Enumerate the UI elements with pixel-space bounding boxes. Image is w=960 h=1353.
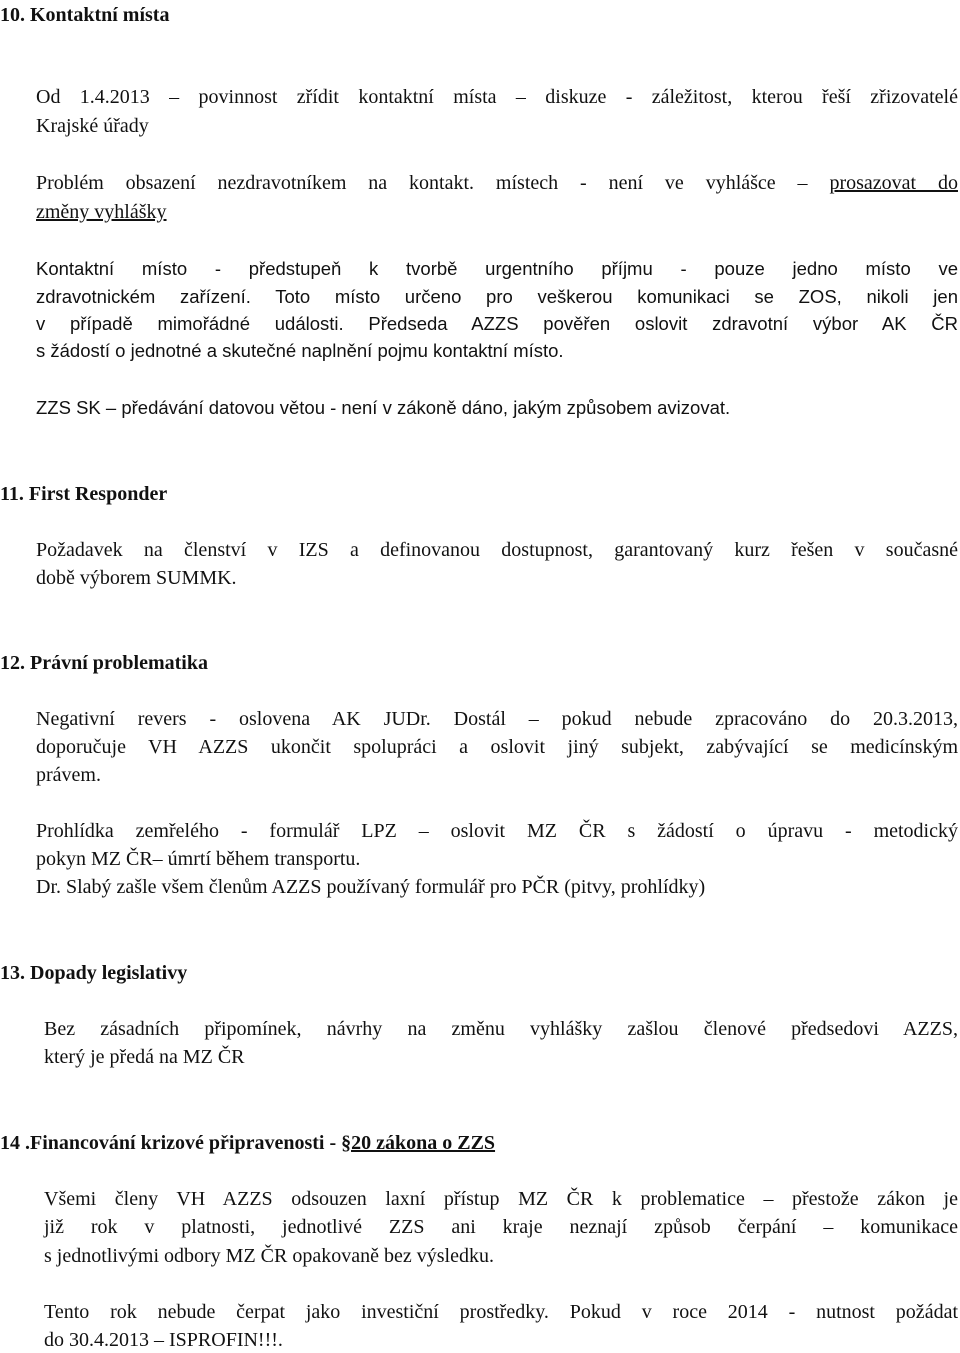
- section-12-heading: 12. Právní problematika: [0, 652, 208, 674]
- s10-p3-line1: Kontaktní místo - předstupeň k tvorbě urgentního příjmu - pouze jedno místo ve: [36, 258, 958, 279]
- s10-p3-line4: s žádostí o jednotné a skutečné naplnění pojmu kontaktní místo.: [36, 340, 564, 361]
- s13-p1-line2: který je předá na MZ ČR: [44, 1046, 245, 1068]
- s13-p1-line1: Bez zásadních připomínek, návrhy na změnu vyhlášky zašlou členové předsedovi AZZS,: [44, 1018, 958, 1040]
- s11-p1-line1: Požadavek na členství v IZS a definovanou dostupnost, garantovaný kurz řešen v současné: [36, 539, 958, 561]
- s12-p1-line2: doporučuje VH AZZS ukončit spolupráci a oslovit jiný subjekt, zabývající se medicínským: [36, 736, 958, 758]
- s10-p1-line1: Od 1.4.2013 – povinnost zřídit kontaktní místa – diskuze - záležitost, kterou řeší zřizovatelé: [36, 86, 958, 108]
- s11-p1-line2: době výborem SUMMK.: [36, 567, 237, 589]
- section-11-heading: 11. First Responder: [0, 483, 168, 505]
- s10-p2-line2: změny vyhlášky: [36, 201, 167, 223]
- section-14-heading: [0, 1130, 495, 1156]
- s14-p2-line2: do 30.4.2013 – ISPROFIN!!!.: [44, 1329, 283, 1351]
- s14-heading-underlined: §20 zákona o ZZS: [341, 1132, 496, 1154]
- section-13-heading: 13. Dopady legislativy: [0, 962, 188, 984]
- s10-p2-underlined: prosazovat do: [829, 172, 958, 194]
- s14-p1-line3: s jednotlivými odbory MZ ČR opakovaně bez výsledku.: [44, 1245, 494, 1267]
- s10-p4-line1: ZZS SK – předávání datovou větou - není v zákoně dáno, jakým způsobem avizovat.: [36, 397, 731, 418]
- s14-p2-line1: Tento rok nebude čerpat jako investiční prostředky. Pokud v roce 2014 - nutnost požádat: [44, 1301, 958, 1323]
- section-10-heading: 10. Kontaktní místa: [0, 4, 170, 26]
- s14-heading-text: 14 .Financování krizové připravenosti -: [0, 1132, 342, 1154]
- s12-p2-line2: pokyn MZ ČR– úmrtí během transportu.: [36, 848, 361, 870]
- s12-p2-line3: Dr. Slabý zašle všem členům AZZS používaný formulář pro PČR (pitvy, prohlídky): [36, 876, 706, 898]
- s12-p1-line3: právem.: [36, 764, 101, 786]
- s12-p1-line1: Negativní revers - oslovena AK JUDr. Dostál – pokud nebude zpracováno do 20.3.2013,: [36, 708, 958, 730]
- s14-p1-line2: již rok v platnosti, jednotlivé ZZS ani kraje neznají způsob čerpání – komunikace: [44, 1216, 958, 1238]
- s10-p3-line2: zdravotnickém zařízení. Toto místo určeno pro veškerou komunikaci se ZOS, nikoli jen: [36, 286, 958, 307]
- s10-p2-text: Problém obsazení nezdravotníkem na kontakt. místech - není ve vyhlášce –: [36, 172, 830, 194]
- s10-p1-line2: Krajské úřady: [36, 115, 149, 137]
- s14-p1-line1: Všemi členy VH AZZS odsouzen laxní přístup MZ ČR k problematice – přestože zákon je: [44, 1188, 958, 1210]
- s10-p3-line3: v případě mimořádné události. Předseda AZZS pověřen oslovit zdravotní výbor AK ČR: [36, 313, 958, 334]
- s12-p2-line1: Prohlídka zemřelého - formulář LPZ – oslovit MZ ČR s žádostí o úpravu - metodický: [36, 820, 958, 842]
- s10-p2-line1: [36, 170, 958, 196]
